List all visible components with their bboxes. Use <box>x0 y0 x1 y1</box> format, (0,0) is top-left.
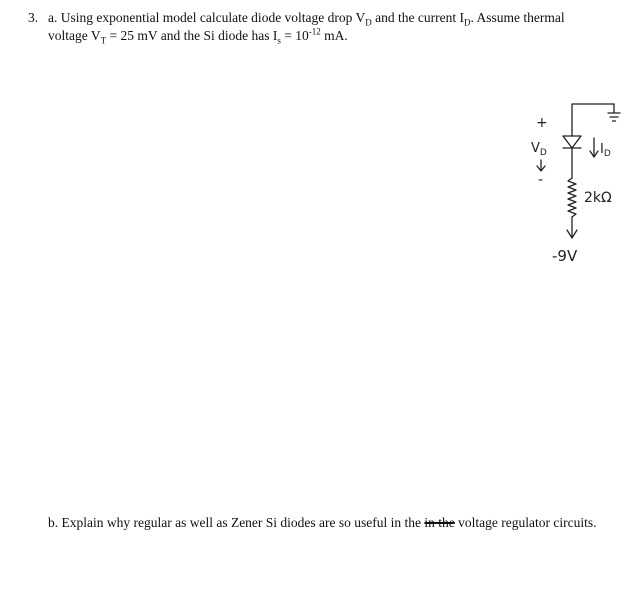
struck-text: in the <box>424 515 455 530</box>
exponent: -12 <box>308 26 321 37</box>
minus-sign: - <box>538 172 544 188</box>
plus-sign: + <box>536 115 548 131</box>
id-label: $I_D$ <box>600 142 611 159</box>
part-a-text-4: voltage V <box>48 28 101 43</box>
diode-icon <box>563 130 581 178</box>
ground-icon <box>608 104 620 121</box>
sub-s: s <box>277 35 281 46</box>
supply-label: -9V <box>552 247 578 265</box>
vd-label: $V_D$ <box>531 141 547 158</box>
vd-arrow-icon <box>537 160 545 171</box>
part-b-text-2: voltage regulator circuits. <box>454 515 597 530</box>
sub-t: T <box>100 35 107 46</box>
question-number: 3. <box>28 10 39 25</box>
top-wire <box>572 104 614 130</box>
current-arrow-icon <box>590 138 598 157</box>
resistor-label: 2kΩ <box>584 190 612 206</box>
part-a-text-7: mA. <box>320 28 348 43</box>
part-b-label: b. <box>48 515 59 530</box>
part-b-text-1: Explain why regular as well as Zener Si diodes are so useful in the <box>61 515 425 530</box>
resistor <box>568 178 576 217</box>
sub-d: D <box>365 17 372 28</box>
part-a-text-2: and the current I <box>371 10 465 25</box>
part-a-text-5: = 25 mV and the Si diode has I <box>106 28 278 43</box>
sub-d2: D <box>464 17 471 28</box>
part-a-text-1: Using exponential model calculate diode voltage drop V <box>60 10 366 25</box>
part-a-text-6: = 10 <box>280 28 309 43</box>
part-a-label: a. <box>48 10 58 25</box>
part-a-text-3: . Assume thermal <box>470 10 565 25</box>
